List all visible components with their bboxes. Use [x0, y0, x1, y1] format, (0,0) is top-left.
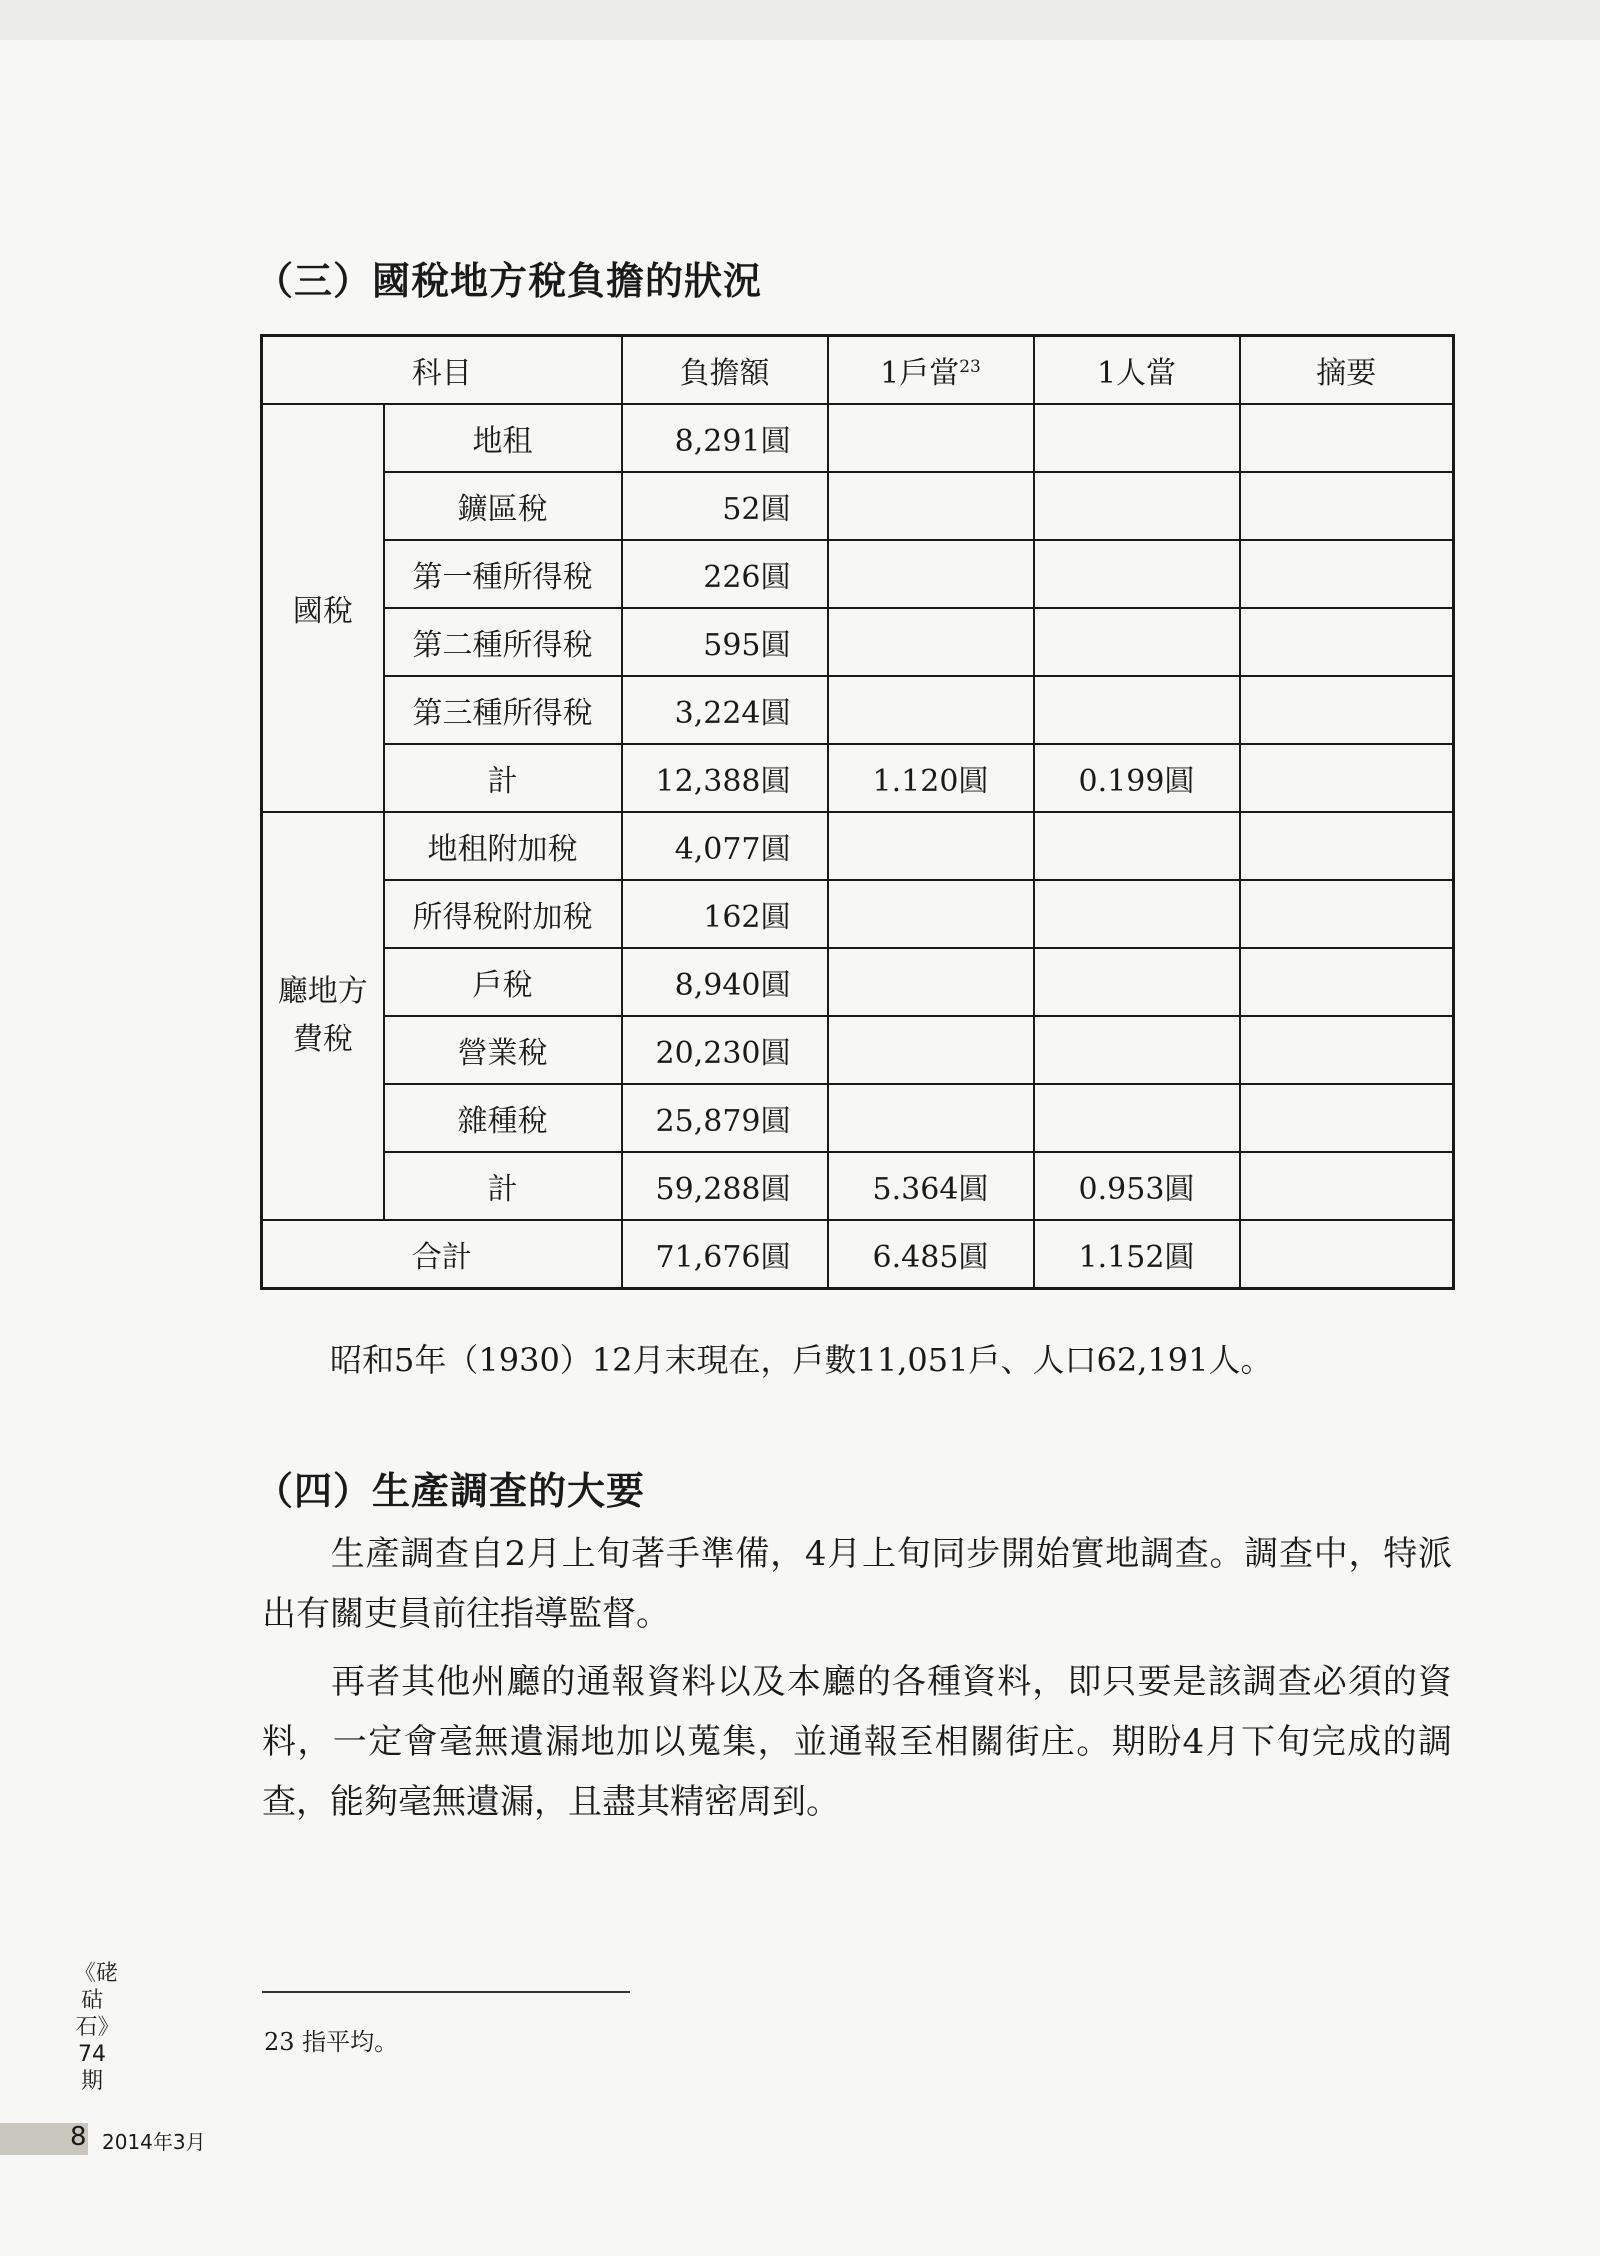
- remarks-cell: [1240, 1220, 1454, 1289]
- per-household-cell: 6.485圓: [828, 1220, 1034, 1289]
- per-household-cell: [828, 1084, 1034, 1152]
- per-person-cell: [1034, 1016, 1240, 1084]
- amount-cell: 162圓: [622, 880, 828, 948]
- item-cell: 所得稅附加稅: [384, 880, 622, 948]
- group-national-tax: 國稅: [262, 404, 384, 812]
- per-person-cell: [1034, 880, 1240, 948]
- remarks-cell: [1240, 1084, 1454, 1152]
- remarks-cell: [1240, 676, 1454, 744]
- remarks-cell: [1240, 1016, 1454, 1084]
- table-row: [262, 880, 1454, 948]
- remarks-cell: [1240, 812, 1454, 880]
- amount-cell: 71,676圓: [622, 1220, 828, 1289]
- item-cell: 第三種所得稅: [384, 676, 622, 744]
- body-paragraph: 再者其他州廳的通報資料以及本廳的各種資料，即只要是該調查必須的資料，一定會毫無遺漏地加以蒐集，並通報至相關街庄。期盼4月下旬完成的調查，能夠毫無遺漏，且盡其精密周到。: [262, 1662, 1452, 1822]
- item-cell: 戶稅: [384, 948, 622, 1016]
- scan-top-band: [0, 0, 1600, 40]
- table-row: [262, 404, 1454, 472]
- per-household-cell: 5.364圓: [828, 1152, 1034, 1220]
- per-person-cell: [1034, 812, 1240, 880]
- per-person-cell: [1034, 540, 1240, 608]
- amount-cell: 226圓: [622, 540, 828, 608]
- table-row: [262, 540, 1454, 608]
- amount-cell: 8,940圓: [622, 948, 828, 1016]
- per-household-cell: [828, 676, 1034, 744]
- item-cell: 鑛區稅: [384, 472, 622, 540]
- table-note: 昭和5年（1930）12月末現在，戶數11,051戶、人口62,191人。: [330, 1341, 1273, 1379]
- per-household-cell: [828, 880, 1034, 948]
- remarks-cell: [1240, 948, 1454, 1016]
- remarks-cell: [1240, 540, 1454, 608]
- amount-cell: 595圓: [622, 608, 828, 676]
- per-household-cell: [828, 404, 1034, 472]
- item-cell: 第二種所得稅: [384, 608, 622, 676]
- journal-title-vertical: 《硓𥑮石》74期: [74, 1961, 119, 2094]
- table-row: [262, 608, 1454, 676]
- amount-cell: 25,879圓: [622, 1084, 828, 1152]
- amount-cell: 8,291圓: [622, 404, 828, 472]
- remarks-cell: [1240, 608, 1454, 676]
- per-household-cell: 1.120圓: [828, 744, 1034, 812]
- tax-burden-table: [260, 334, 1455, 1290]
- per-person-cell: [1034, 676, 1240, 744]
- page-number: 8: [70, 2122, 87, 2152]
- table-row: [262, 472, 1454, 540]
- amount-cell: 12,388圓: [622, 744, 828, 812]
- per-household-cell: [828, 948, 1034, 1016]
- footnote-ref: 23: [959, 357, 981, 377]
- footnote-divider: [262, 1991, 630, 1993]
- amount-cell: 3,224圓: [622, 676, 828, 744]
- header-remarks: 摘要: [1240, 336, 1454, 405]
- remarks-cell: [1240, 744, 1454, 812]
- amount-cell: 4,077圓: [622, 812, 828, 880]
- per-household-cell: [828, 1016, 1034, 1084]
- table-row-subtotal: [262, 1152, 1454, 1220]
- table-row: [262, 1016, 1454, 1084]
- table-row: [262, 1084, 1454, 1152]
- per-person-cell: [1034, 404, 1240, 472]
- amount-cell: 52圓: [622, 472, 828, 540]
- amount-cell: 20,230圓: [622, 1016, 828, 1084]
- section-4-heading: （四）生產調查的大要: [255, 1469, 646, 1513]
- table-row-total: [262, 1220, 1454, 1289]
- item-cell: 雜種稅: [384, 1084, 622, 1152]
- per-person-cell: [1034, 472, 1240, 540]
- item-cell: 地租: [384, 404, 622, 472]
- section-3-heading: （三）國稅地方稅負擔的狀況: [255, 259, 763, 303]
- per-person-cell: 0.199圓: [1034, 744, 1240, 812]
- per-household-cell: [828, 812, 1034, 880]
- item-cell: 營業稅: [384, 1016, 622, 1084]
- item-cell: 第一種所得稅: [384, 540, 622, 608]
- per-person-cell: [1034, 948, 1240, 1016]
- issue-date: 2014年3月: [102, 2130, 206, 2154]
- per-household-cell: [828, 540, 1034, 608]
- header-per-person: 1人當: [1034, 336, 1240, 405]
- table-row: [262, 676, 1454, 744]
- body-paragraph: 生產調查自2月上旬著手準備，4月上旬同步開始實地調查。調查中，特派出有關吏員前往指導監督。: [262, 1534, 1452, 1634]
- table-row: [262, 812, 1454, 880]
- per-household-cell: [828, 472, 1034, 540]
- footnote: 23 指平均。: [264, 2028, 399, 2056]
- header-subject: 科目: [262, 336, 622, 405]
- remarks-cell: [1240, 1152, 1454, 1220]
- per-person-cell: 0.953圓: [1034, 1152, 1240, 1220]
- table-header-row: [262, 336, 1454, 405]
- per-person-cell: [1034, 608, 1240, 676]
- item-cell: 地租附加稅: [384, 812, 622, 880]
- per-household-cell: [828, 608, 1034, 676]
- group-local-tax: 廳地方 費稅: [262, 812, 384, 1220]
- table-row-subtotal: [262, 744, 1454, 812]
- per-person-cell: [1034, 1084, 1240, 1152]
- header-amount: 負擔額: [622, 336, 828, 405]
- remarks-cell: [1240, 404, 1454, 472]
- item-cell: 計: [384, 1152, 622, 1220]
- total-label: 合計: [262, 1220, 622, 1289]
- per-person-cell: 1.152圓: [1034, 1220, 1240, 1289]
- remarks-cell: [1240, 880, 1454, 948]
- item-cell: 計: [384, 744, 622, 812]
- amount-cell: 59,288圓: [622, 1152, 828, 1220]
- header-per-household: 1戶當$^{23}$: [828, 336, 1034, 405]
- table-row: [262, 948, 1454, 1016]
- remarks-cell: [1240, 472, 1454, 540]
